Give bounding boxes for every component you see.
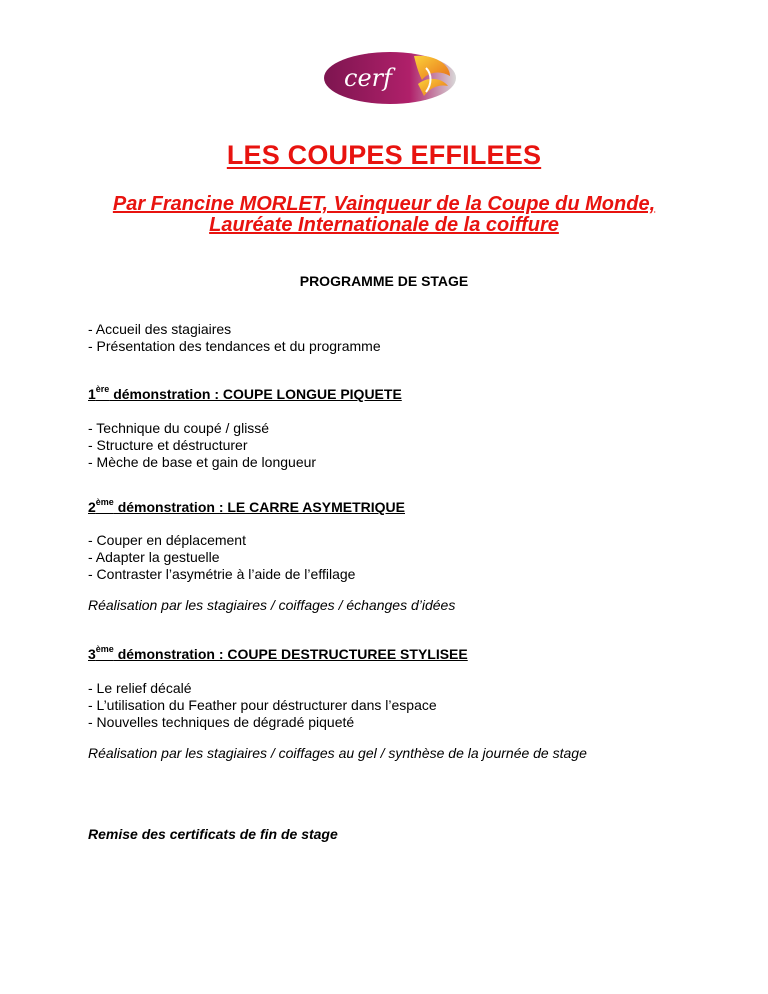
subtitle-line-1: Par Francine MORLET, Vainqueur de la Coupe du Monde, [112,193,656,215]
list-item: - Technique du coupé / glissé [88,420,270,436]
list-item: - L’utilisation du Feather pour déstructurer dans l’espace [88,697,437,713]
list-item: - Adapter la gestuelle [88,549,220,565]
list-item: - Accueil des stagiaires [88,321,232,337]
demo-3-heading: 3ème démonstration : COUPE DESTRUCTUREE STYLISEE [88,644,468,662]
demo-2-note: Réalisation par les stagiaires / coiffages / échanges d’idées [88,597,456,613]
demo-3-list [88,680,437,731]
page-title: LES COUPES EFFILEES [226,140,542,170]
intro-list [88,321,381,355]
list-item: - Contraster l’asymétrie à l’aide de l’effilage [88,566,356,582]
logo-text: cerf [344,64,392,92]
subtitle-line-2: Lauréate Internationale de la coiffure [209,214,559,236]
list-item: - Nouvelles techniques de dégradé piqueté [88,714,355,730]
demo-1-heading: 1ère démonstration : COUPE LONGUE PIQUETE [88,384,402,402]
programme-heading: PROGRAMME DE STAGE [299,273,469,289]
list-item: - Structure et déstructurer [88,437,248,453]
list-item: - Le relief décalé [88,680,192,696]
subtitle [0,194,768,236]
list-item: - Mèche de base et gain de longueur [88,454,317,470]
demo-2-list [88,532,355,583]
closing-note: Remise des certificats de fin de stage [88,826,338,842]
cerf-logo [322,50,458,106]
demo-2-heading: 2ème démonstration : LE CARRE ASYMETRIQUE [88,497,405,515]
demo-1-list [88,420,316,471]
demo-3-note: Réalisation par les stagiaires / coiffages au gel / synthèse de la journée de stage [88,745,587,761]
list-item: - Couper en déplacement [88,532,246,548]
list-item: - Présentation des tendances et du programme [88,338,381,354]
